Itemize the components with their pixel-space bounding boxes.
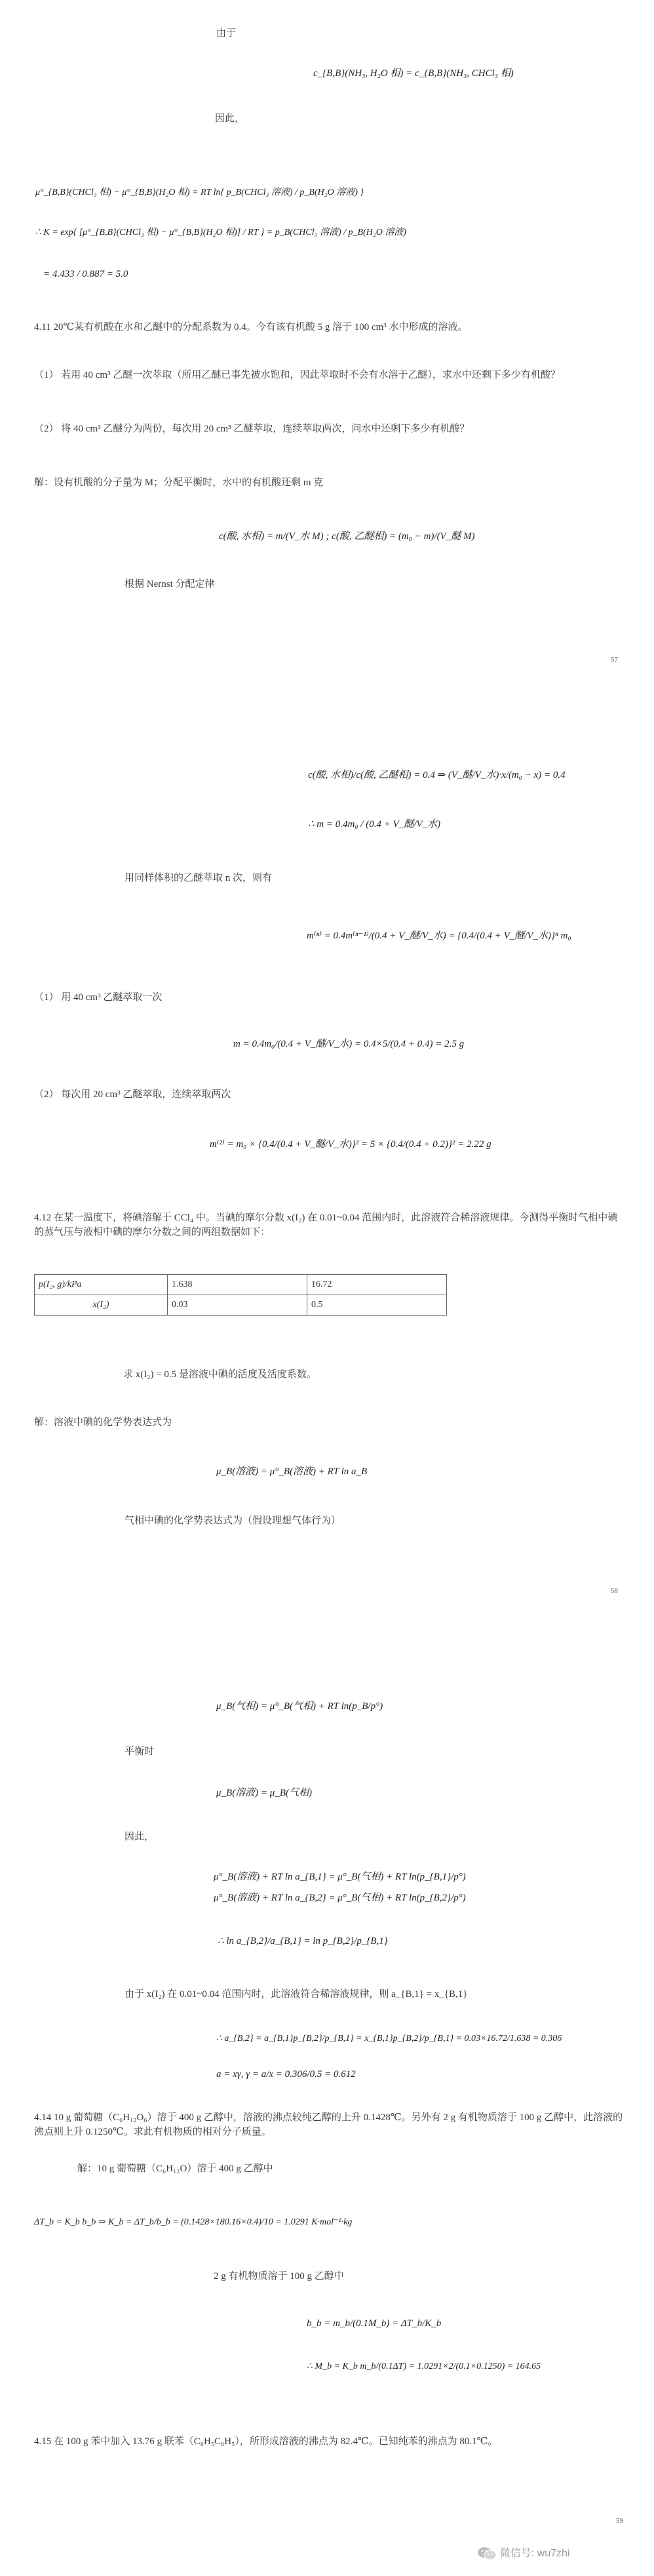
equation: m⁽ⁿ⁾ = 0.4m⁽ⁿ⁻¹⁾/(0.4 + V_醚/V_水) = {0.4/(0.4 + V_醚/V_水)}ⁿ m₀ bbox=[307, 931, 571, 941]
table-cell-label: x(I₂) bbox=[35, 1295, 168, 1316]
equation: c(酸, 水相) = m/(V_水 M) ; c(酸, 乙醚相) = (m₀ − m)/(V_醚 M) bbox=[219, 531, 475, 542]
text-line: 由于 bbox=[216, 28, 237, 39]
table-cell: 1.638 bbox=[168, 1275, 307, 1295]
watermark-text: 微信号: wu7zhi bbox=[499, 2548, 570, 2559]
problem-4-12: 4.12 在某一温度下，将碘溶解于 CCl₄ 中。当碘的摩尔分数 x(I₂) 在 0.01~0.04 范围内时，此溶液符合稀溶液规律。今测得平衡时气相中碘的蒸气压与液相中碘的摩尔分数之间的两组数据如下： bbox=[34, 1213, 618, 1238]
equation: ∴ m = 0.4m₀ / (0.4 + V_醚/V_水) bbox=[308, 819, 441, 830]
data-table bbox=[34, 1274, 447, 1316]
text-line: 求 x(I₂) = 0.5 是溶液中碘的活度及活度系数。 bbox=[123, 1369, 317, 1380]
equation: m⁽²⁾ = m₀ × {0.4/(0.4 + V_醚/V_水)}² = 5 × {0.4/(0.4 + 0.2)}² = 2.22 g bbox=[210, 1139, 491, 1150]
text-line: 气相中碘的化学势表达式为（假设理想气体行为） bbox=[125, 1516, 341, 1526]
equation: μ°_B(溶液) + RT ln a_{B,2} = μ°_B(气相) + RT ln(p_{B,2}/p°) bbox=[214, 1893, 466, 1903]
table-cell: 0.5 bbox=[307, 1295, 447, 1316]
equation: ∴ M_b = K_b m_b/(0.1ΔT) = 1.0291×2/(0.1×0.1250) = 164.65 bbox=[307, 2362, 541, 2371]
equation: = 4.433 / 0.887 = 5.0 bbox=[43, 269, 128, 279]
equation: μ_B(溶液) = μ_B(气相) bbox=[216, 1788, 312, 1798]
page-number: 58 bbox=[611, 1587, 618, 1595]
table-cell: 0.03 bbox=[168, 1295, 307, 1316]
equation: ΔT_b = K_b b_b ⇒ K_b = ΔT_b/b_b = (0.1428×180.16×0.4)/10 = 1.0291 K·mol⁻¹·kg bbox=[34, 2217, 353, 2227]
problem-4-11-part1: （1） 若用 40 cm³ 乙醚一次萃取（所用乙醚已事先被水饱和，因此萃取时不会有水溶于乙醚），求水中还剩下多少有机酸？ bbox=[34, 370, 560, 380]
text-line: 2 g 有机物质溶于 100 g 乙醇中 bbox=[214, 2271, 344, 2282]
equation: ∴ a_{B,2} = a_{B,1}p_{B,2}/p_{B,1} = x_{B,1}p_{B,2}/p_{B,1} = 0.03×16.72/1.638 = 0.306 bbox=[216, 2034, 562, 2043]
table-cell-label: p(I₂, g)/kPa bbox=[35, 1275, 168, 1295]
solution-intro: 解：10 g 葡萄糖（C₆H₁₂O）溶于 400 g 乙醇中 bbox=[77, 2163, 273, 2174]
wechat-icon bbox=[477, 2546, 497, 2562]
text-line: （2） 每次用 20 cm³ 乙醚萃取，连续萃取两次 bbox=[34, 1089, 231, 1100]
text-line: 因此， bbox=[215, 113, 245, 124]
equation: ∴ ln a_{B,2}/a_{B,1} = ln p_{B,2}/p_{B,1} bbox=[218, 1936, 388, 1946]
text-line: 用同样体积的乙醚萃取 n 次，则有 bbox=[125, 873, 273, 883]
solution-intro: 解：设有机酸的分子量为 M；分配平衡时，水中的有机酸还剩 m 克 bbox=[34, 477, 324, 488]
table-row bbox=[35, 1295, 447, 1316]
text-line: 平衡时 bbox=[125, 1746, 155, 1757]
page-number: 57 bbox=[611, 656, 618, 664]
text-line: 根据 Nernst 分配定律 bbox=[125, 579, 215, 590]
text-line: 由于 x(I₂) 在 0.01~0.04 范围内时，此溶液符合稀溶液规律，则 a_{B,1} = x_{B,1} bbox=[125, 1989, 468, 2000]
equation: ∴ K = exp{ [μ°_{B,B}(CHCl₃ 相) − μ°_{B,B}(H₂O 相)] / RT } = p_B(CHCl₃ 溶液) / p_B(H₂O 溶液) bbox=[35, 228, 406, 237]
watermark bbox=[477, 2545, 569, 2562]
problem-4-11: 4.11 20℃某有机酸在水和乙醚中的分配系数为 0.4。今有该有机酸 5 g 溶于 100 cm³ 水中形成的溶液。 bbox=[34, 322, 468, 332]
problem-4-14: 4.14 10 g 葡萄糖（C₆H₁₂O₆）溶于 400 g 乙醇中，溶液的沸点较纯乙醇的上升 0.1428℃。另外有 2 g 有机物质溶于 100 g 乙醇中，此溶液的沸点则上升 0.1250℃。求此有机物质的相对分子质量。 bbox=[34, 2112, 623, 2137]
text-line: 因此， bbox=[125, 1832, 155, 1842]
table-cell: 16.72 bbox=[307, 1275, 447, 1295]
equation: μ°_{B,B}(CHCl₃ 相) − μ°_{B,B}(H₂O 相) = RT ln{ p_B(CHCl₃ 溶液) / p_B(H₂O 溶液) } bbox=[35, 188, 364, 197]
equation: μ°_B(溶液) + RT ln a_{B,1} = μ°_B(气相) + RT ln(p_{B,1}/p°) bbox=[214, 1872, 466, 1882]
page-number: 59 bbox=[616, 2517, 623, 2525]
problem-4-15: 4.15 在 100 g 苯中加入 13.76 g 联苯（C₆H₅C₆H₅），所形成溶液的沸点为 82.4℃。已知纯苯的沸点为 80.1℃。 bbox=[34, 2436, 498, 2447]
problem-4-11-part2: （2） 将 40 cm³ 乙醚分为两份，每次用 20 cm³ 乙醚萃取，连续萃取两次，问水中还剩下多少有机酸？ bbox=[34, 424, 470, 434]
equation: c_{B,B}(NH₃, H₂O 相) = c_{B,B}(NH₃, CHCl₃ 相) bbox=[313, 68, 514, 79]
equation: a = xγ, γ = a/x = 0.306/0.5 = 0.612 bbox=[216, 2069, 356, 2080]
equation: μ_B(气相) = μ°_B(气相) + RT ln(p_B/p°) bbox=[216, 1701, 383, 1712]
equation: c(酸, 水相)/c(酸, 乙醚相) = 0.4 ⇒ (V_醚/V_水)·x/(m₀ − x) = 0.4 bbox=[308, 770, 566, 780]
equation: μ_B(溶液) = μ°_B(溶液) + RT ln a_B bbox=[216, 1466, 368, 1477]
table-row bbox=[35, 1275, 447, 1295]
equation: b_b = m_b/(0.1M_b) = ΔT_b/K_b bbox=[307, 2318, 442, 2329]
solution-intro: 解：溶液中碘的化学势表达式为 bbox=[34, 1417, 172, 1428]
equation: m = 0.4m₀/(0.4 + V_醚/V_水) = 0.4×5/(0.4 + 0.4) = 2.5 g bbox=[233, 1039, 465, 1049]
text-line: （1） 用 40 cm³ 乙醚萃取一次 bbox=[34, 992, 163, 1003]
